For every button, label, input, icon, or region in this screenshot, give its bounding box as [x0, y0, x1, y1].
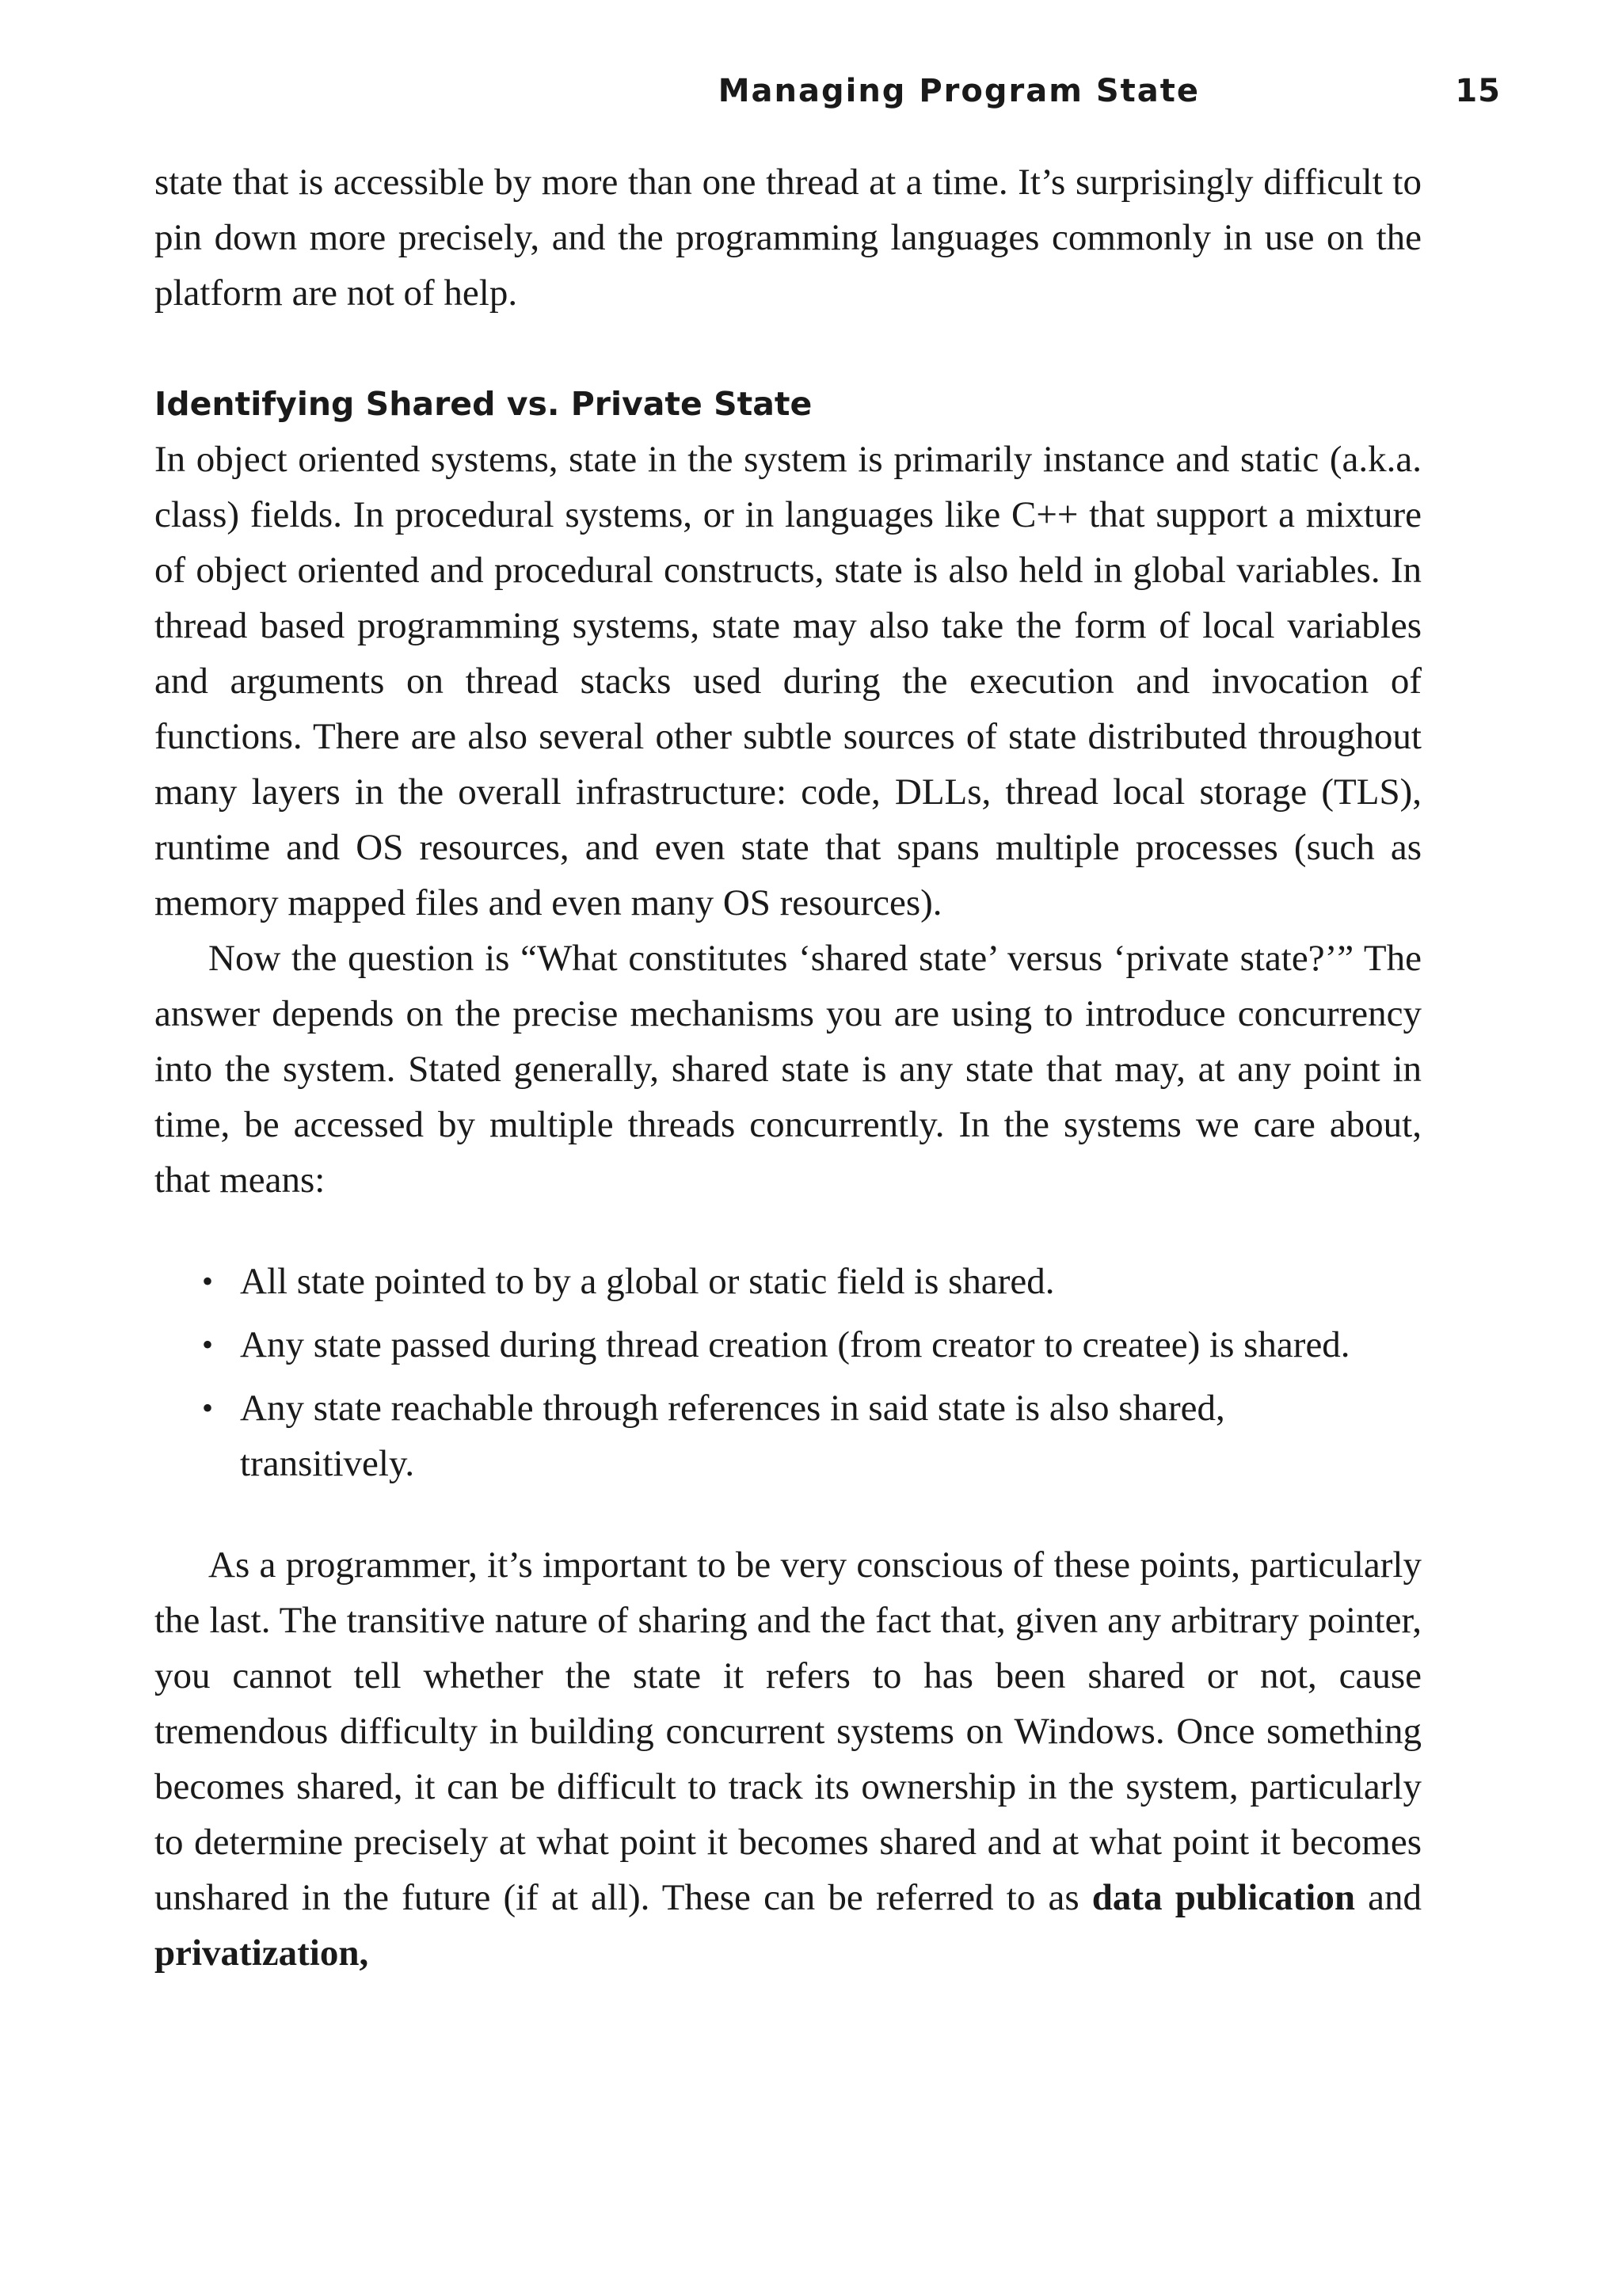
intro-paragraph: state that is accessible by more than one thread at a time. It’s surprisingly difficult to pin down more precisely, and the programming languages commonly in use on the platform are not of help.	[154, 162, 1422, 314]
running-title: Managing Program State	[718, 73, 1200, 109]
section-heading: Identifying Shared vs. Private State	[154, 385, 813, 423]
paragraph-text: As a programmer, it’s important to be very conscious of these points, particularly the last. The transitive nature of sharing and the fact that, given any arbitrary pointer, you cannot tell whether the state it refers to has been shared or not, cause tremendous difficulty in building concurrent systems on Windows. Once something becomes shared, it can be difficult to track its ownership in the system, particularly to determine precisely at what point it becomes shared and at what point it becomes unshared in the future (if at all). These can be referred to as	[154, 1544, 1422, 1918]
bullet-icon: •	[202, 1390, 214, 1426]
bullet-icon: •	[202, 1263, 214, 1299]
page-body	[154, 154, 1422, 1981]
list-item-text: Any state passed during thread creation (from creator to createe) is shared.	[240, 1324, 1350, 1365]
term-privatization: privatization,	[154, 1932, 369, 1974]
page-number: 15	[1455, 73, 1501, 109]
list-item-text: All state pointed to by a global or static field is shared.	[240, 1261, 1055, 1302]
paragraph-joiner: and	[1354, 1877, 1422, 1918]
list-item	[154, 1380, 1422, 1491]
list-item	[154, 1317, 1422, 1373]
paragraph: In object oriented systems, state in the system is primarily instance and static (a.k.a. class) fields. In procedural systems, or in languages like C++ that support a mixture of object oriented and procedural constructs, state is also held in global variables. In thread based programming systems, state may also take the form of local variables and arguments on thread stacks used during the execution and invocation of functions. There are also several other subtle sources of state distributed throughout many layers in the overall infrastructure: code, DLLs, thread local storage (TLS), runtime and OS resources, and even state that spans multiple processes (such as memory mapped files and even many OS resources).	[154, 439, 1422, 923]
term-data-publication: data publication	[1091, 1877, 1355, 1918]
bullet-list	[154, 1254, 1422, 1491]
paragraph: Now the question is “What constitutes ‘shared state’ versus ‘private state?’” The answer depends on the precise mechanisms you are using to introduce concurrency into the system. Stated generally, shared state is any state that may, at any point in time, be accessed by multiple threads concurrently. In the systems we care about, that means:	[154, 938, 1422, 1201]
running-head	[154, 73, 1501, 120]
bullet-icon: •	[202, 1327, 214, 1362]
paragraph	[154, 1537, 1422, 1981]
list-item	[154, 1254, 1422, 1309]
list-item-text: Any state reachable through references in said state is also shared, transitively.	[240, 1388, 1225, 1484]
